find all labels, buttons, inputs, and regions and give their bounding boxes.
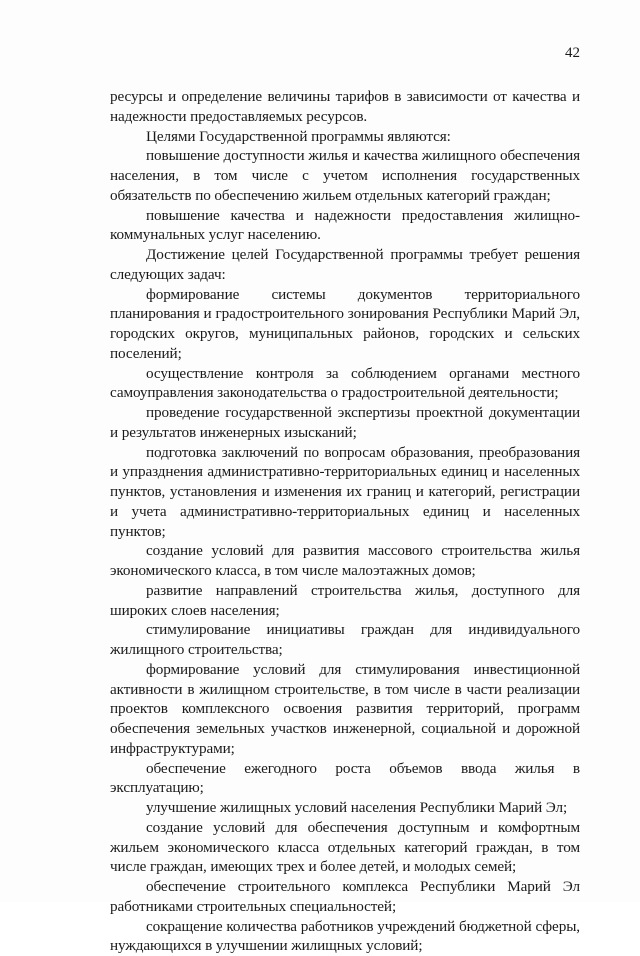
paragraph-goal-utility-quality: повышение качества и надежности предоставления жилищно-коммунальных услуг населению. xyxy=(110,206,580,246)
paragraph-task-individual-construction: стимулирование инициативы граждан для индивидуального жилищного строительства; xyxy=(110,620,580,660)
paragraph-resources-tariffs: ресурсы и определение величины тарифов в зависимости от качества и надежности предоставляемых ресурсов. xyxy=(110,87,580,127)
paragraph-task-administrative-units: подготовка заключений по вопросам образования, преобразования и упразднения административно-территориальных единиц и населенных пунктов, установления и изменения их границ и категорий, регистрации и учета административно-территориальных единиц и населенных пунктов; xyxy=(110,443,580,542)
paragraph-task-budget-workers: сокращение количества работников учреждений бюджетной сферы, нуждающихся в улучшении жилищных условий; xyxy=(110,917,580,956)
paragraph-task-mass-construction: создание условий для развития массового строительства жилья экономического класса, в том числе малоэтажных домов; xyxy=(110,541,580,581)
paragraph-tasks-heading: Достижение целей Государственной программы требует решения следующих задач: xyxy=(110,245,580,285)
paragraph-task-living-conditions: улучшение жилищных условий населения Республики Марий Эл; xyxy=(110,798,580,818)
paragraph-program-goals-heading: Целями Государственной программы являются: xyxy=(110,127,580,147)
paragraph-task-construction-workers: обеспечение строительного комплекса Республики Марий Эл работниками строительных специальностей; xyxy=(110,877,580,917)
paragraph-task-planning-documents: формирование системы документов территориального планирования и градостроительного зонирования Республики Марий Эл, городских округов, муниципальных районов, городских и сельских поселений; xyxy=(110,285,580,364)
paragraph-task-comfortable-housing: создание условий для обеспечения доступным и комфортным жильем экономического класса отдельных категорий граждан, в том числе граждан, имеющих трех и более детей, и молодых семей; xyxy=(110,818,580,877)
page-number: 42 xyxy=(540,44,580,62)
paragraph-task-control: осуществление контроля за соблюдением органами местного самоуправления законодательства о градостроительной деятельности; xyxy=(110,364,580,404)
paragraph-task-annual-growth: обеспечение ежегодного роста объемов ввода жилья в эксплуатацию; xyxy=(110,759,580,799)
page-body xyxy=(110,87,580,956)
paragraph-goal-housing-availability: повышение доступности жилья и качества жилищного обеспечения населения, в том числе с учетом исполнения государственных обязательств по обеспечению жильем отдельных категорий граждан; xyxy=(110,146,580,205)
paragraph-task-state-expertise: проведение государственной экспертизы проектной документации и результатов инженерных изысканий; xyxy=(110,403,580,443)
paragraph-task-affordable-housing: развитие направлений строительства жилья, доступного для широких слоев населения; xyxy=(110,581,580,621)
paragraph-task-investment-activity: формирование условий для стимулирования инвестиционной активности в жилищном строительстве, в том числе в части реализации проектов комплексного освоения развития территорий, программ обеспечения земельных участков инженерной, социальной и дорожной инфраструктурами; xyxy=(110,660,580,759)
